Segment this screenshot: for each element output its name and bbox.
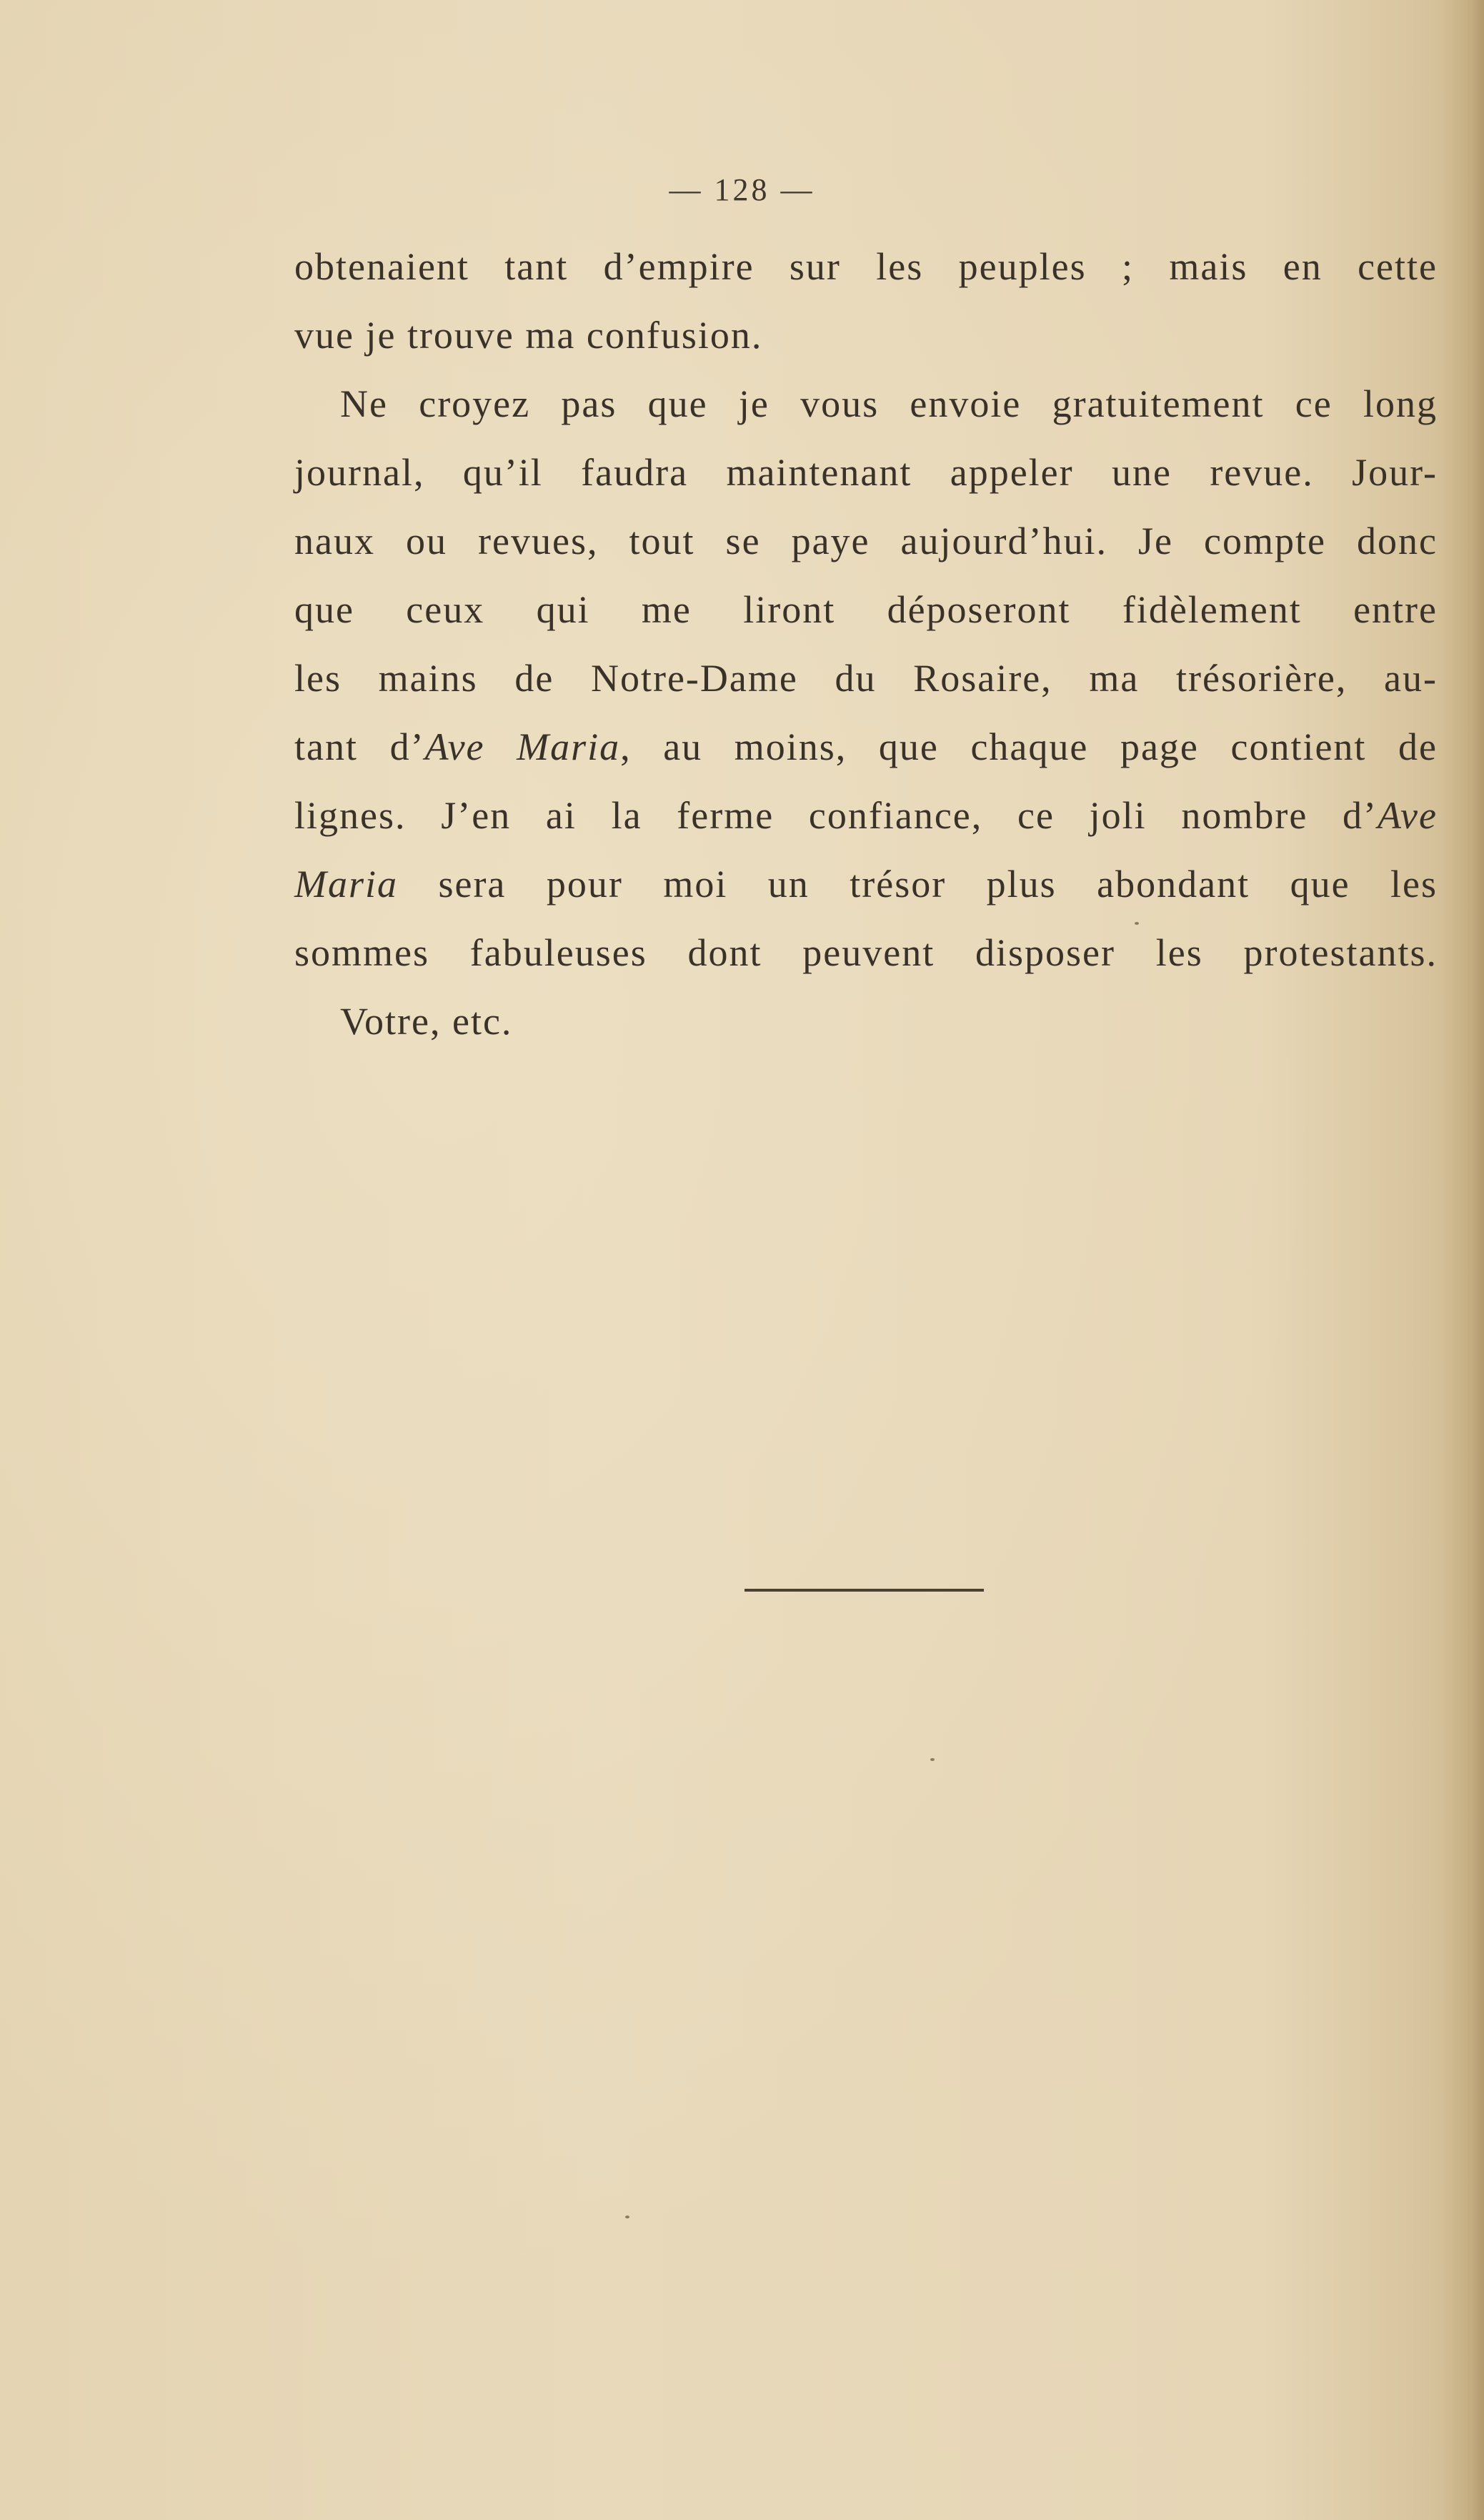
page-number: — 128 — <box>669 172 815 207</box>
page-edge-shadow <box>1441 0 1484 2520</box>
text-line <box>294 713 1438 781</box>
closing-line: Votre, etc. <box>340 1000 513 1043</box>
body-text <box>294 232 1438 1056</box>
text-line <box>294 781 1438 850</box>
text-line: obtenaient tant d’empire sur les peuples ; mais en cette <box>294 245 1438 288</box>
text-line <box>294 850 1438 918</box>
text-fragment: lignes. J’en ai la ferme confiance, ce joli nombre d’ <box>294 794 1378 837</box>
text-line: les mains de Notre-Dame du Rosaire, ma trésorière, au- <box>294 657 1438 700</box>
italic-text: Ave Maria <box>424 725 621 768</box>
text-line: naux ou revues, tout se paye aujourd’hui. Je compte donc <box>294 520 1438 562</box>
italic-text: Maria <box>294 863 398 906</box>
text-fragment: sera pour moi un trésor plus abondant que les <box>398 863 1438 906</box>
text-line: Ne croyez pas que je vous envoie gratuitement ce long <box>340 382 1438 425</box>
text-line: que ceux qui me liront déposeront fidèlement entre <box>294 588 1438 631</box>
text-line: journal, qu’il faudra maintenant appeler une revue. Jour- <box>294 451 1438 494</box>
paper-speck <box>625 2216 629 2218</box>
italic-text: Ave <box>1378 794 1438 837</box>
text-fragment: tant d’ <box>294 725 425 768</box>
paper-speck <box>1135 922 1139 925</box>
paper-speck <box>930 1758 935 1761</box>
section-divider-rule <box>745 1589 984 1592</box>
text-fragment: , au moins, que chaque page contient de <box>620 725 1438 768</box>
text-line: sommes fabuleuses dont peuvent disposer les protestants. <box>294 931 1438 974</box>
text-line: vue je trouve ma confusion. <box>294 314 763 357</box>
